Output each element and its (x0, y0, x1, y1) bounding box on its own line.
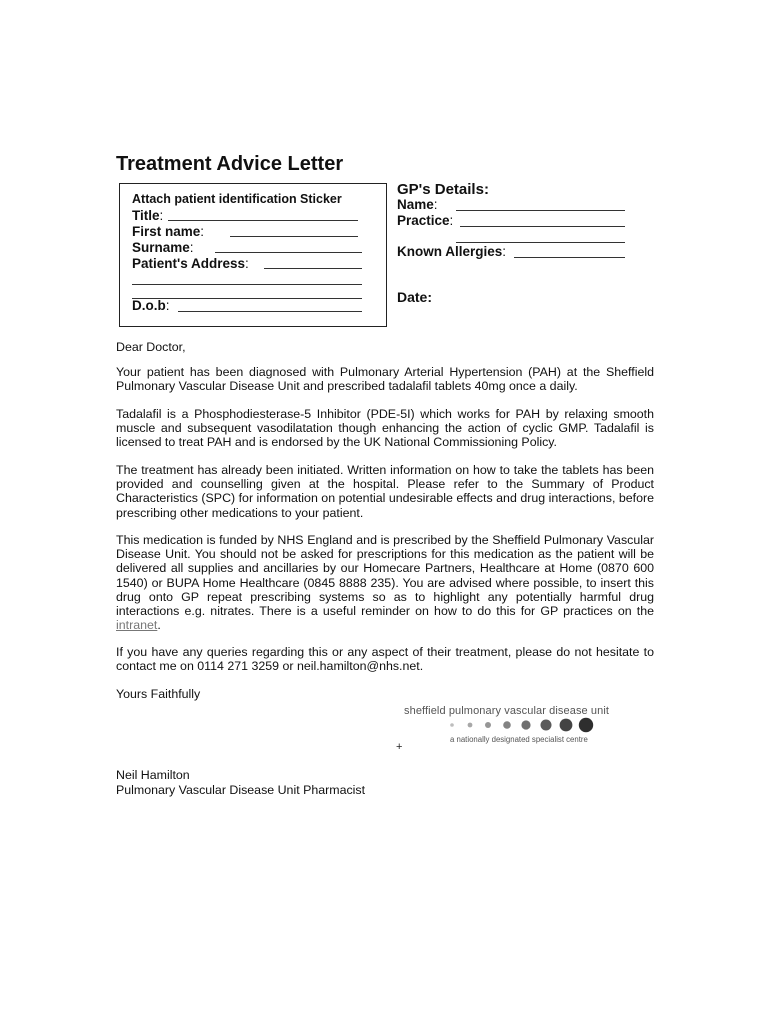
gp-practice-line[interactable] (460, 226, 625, 227)
title-field-label: Title: (132, 208, 164, 223)
logo-dot (450, 723, 454, 727)
gp-details-heading: GP's Details: (397, 181, 489, 198)
logo-dots-graphic (446, 716, 596, 734)
gp-practice-label: Practice: (397, 213, 454, 228)
logo-dot (541, 720, 552, 731)
unit-logo-tagline: a nationally designated specialist centre (450, 735, 588, 744)
patient-sticker-box (119, 183, 387, 327)
first-name-field-line[interactable] (230, 236, 358, 237)
dob-field-label: D.o.b: (132, 298, 170, 313)
surname-field-label: Surname: (132, 240, 194, 255)
logo-dot (503, 721, 511, 729)
closing: Yours Faithfully (116, 687, 201, 701)
gp-extra-line[interactable] (456, 242, 625, 243)
gp-name-label: Name: (397, 197, 438, 212)
known-allergies-line[interactable] (514, 257, 625, 258)
surname-field-line[interactable] (215, 252, 362, 253)
plus-mark: + (396, 741, 403, 753)
dob-field-line[interactable] (178, 311, 362, 312)
first-name-field-label: First name: (132, 224, 205, 239)
gp-name-line[interactable] (456, 210, 625, 211)
address-field-line-1[interactable] (264, 268, 362, 269)
signer-name: Neil Hamilton (116, 768, 190, 782)
sticker-heading: Attach patient identification Sticker (132, 192, 342, 206)
paragraph-funding: This medication is funded by NHS England and is prescribed by the Sheffield Pulmonary Vascular Disease Unit. You should not be asked for prescriptions for this medication as the patient will be delivered all supplies and ancillaries by our Homecare Partners, Healthcare at Home (0870 600 1540) or BUPA Home Healthcare (0845 8888 235). You are advised where possible, to insert this drug onto GP repeat prescribing systems so as to highlight any potentially harmful drug interactions e.g. nitrates. There is a useful reminder on how to do this for GP practices on the intranet. (116, 533, 654, 633)
logo-dot (468, 723, 473, 728)
title-field-line[interactable] (168, 220, 358, 221)
address-field-label: Patient's Address: (132, 256, 249, 271)
logo-dot (521, 720, 530, 729)
paragraph-mechanism: Tadalafil is a Phosphodiesterase-5 Inhibitor (PDE-5I) which works for PAH by relaxing smooth muscle and subsequent vasodilatation though enhancing the action of cyclic GMP. Tadalafil is licensed to treat PAH and is endorsed by the UK National Commissioning Policy. (116, 407, 654, 450)
unit-logo-name: sheffield pulmonary vascular disease unit (404, 705, 610, 717)
paragraph-diagnosis: Your patient has been diagnosed with Pulmonary Arterial Hypertension (PAH) at the Sheffield Pulmonary Vascular Disease Unit and prescribed tadalafil tablets 40mg once a daily. (116, 365, 654, 394)
signer-role: Pulmonary Vascular Disease Unit Pharmacist (116, 783, 366, 797)
paragraph-contact: If you have any queries regarding this or any aspect of their treatment, please do not hesitate to contact me on 0114 271 3259 or neil.hamilton@nhs.net. (116, 645, 654, 674)
logo-dot (560, 719, 573, 732)
intranet-link[interactable]: intranet (116, 618, 158, 633)
logo-dot (485, 722, 491, 728)
salutation: Dear Doctor, (116, 340, 186, 354)
known-allergies-label: Known Allergies: (397, 244, 507, 259)
date-label: Date: (397, 289, 433, 305)
paragraph-initiation: The treatment has already been initiated. Written information on how to take the tablets has been provided and counselling given at the hospital. Please refer to the Summary of Product Characteristics (SPC) for information on potential undesirable effects and drug interactions, before prescribing other medications to your patient. (116, 463, 654, 520)
address-field-line-2[interactable] (132, 284, 362, 285)
letter-title: Treatment Advice Letter (116, 153, 344, 175)
logo-dot (579, 718, 593, 732)
